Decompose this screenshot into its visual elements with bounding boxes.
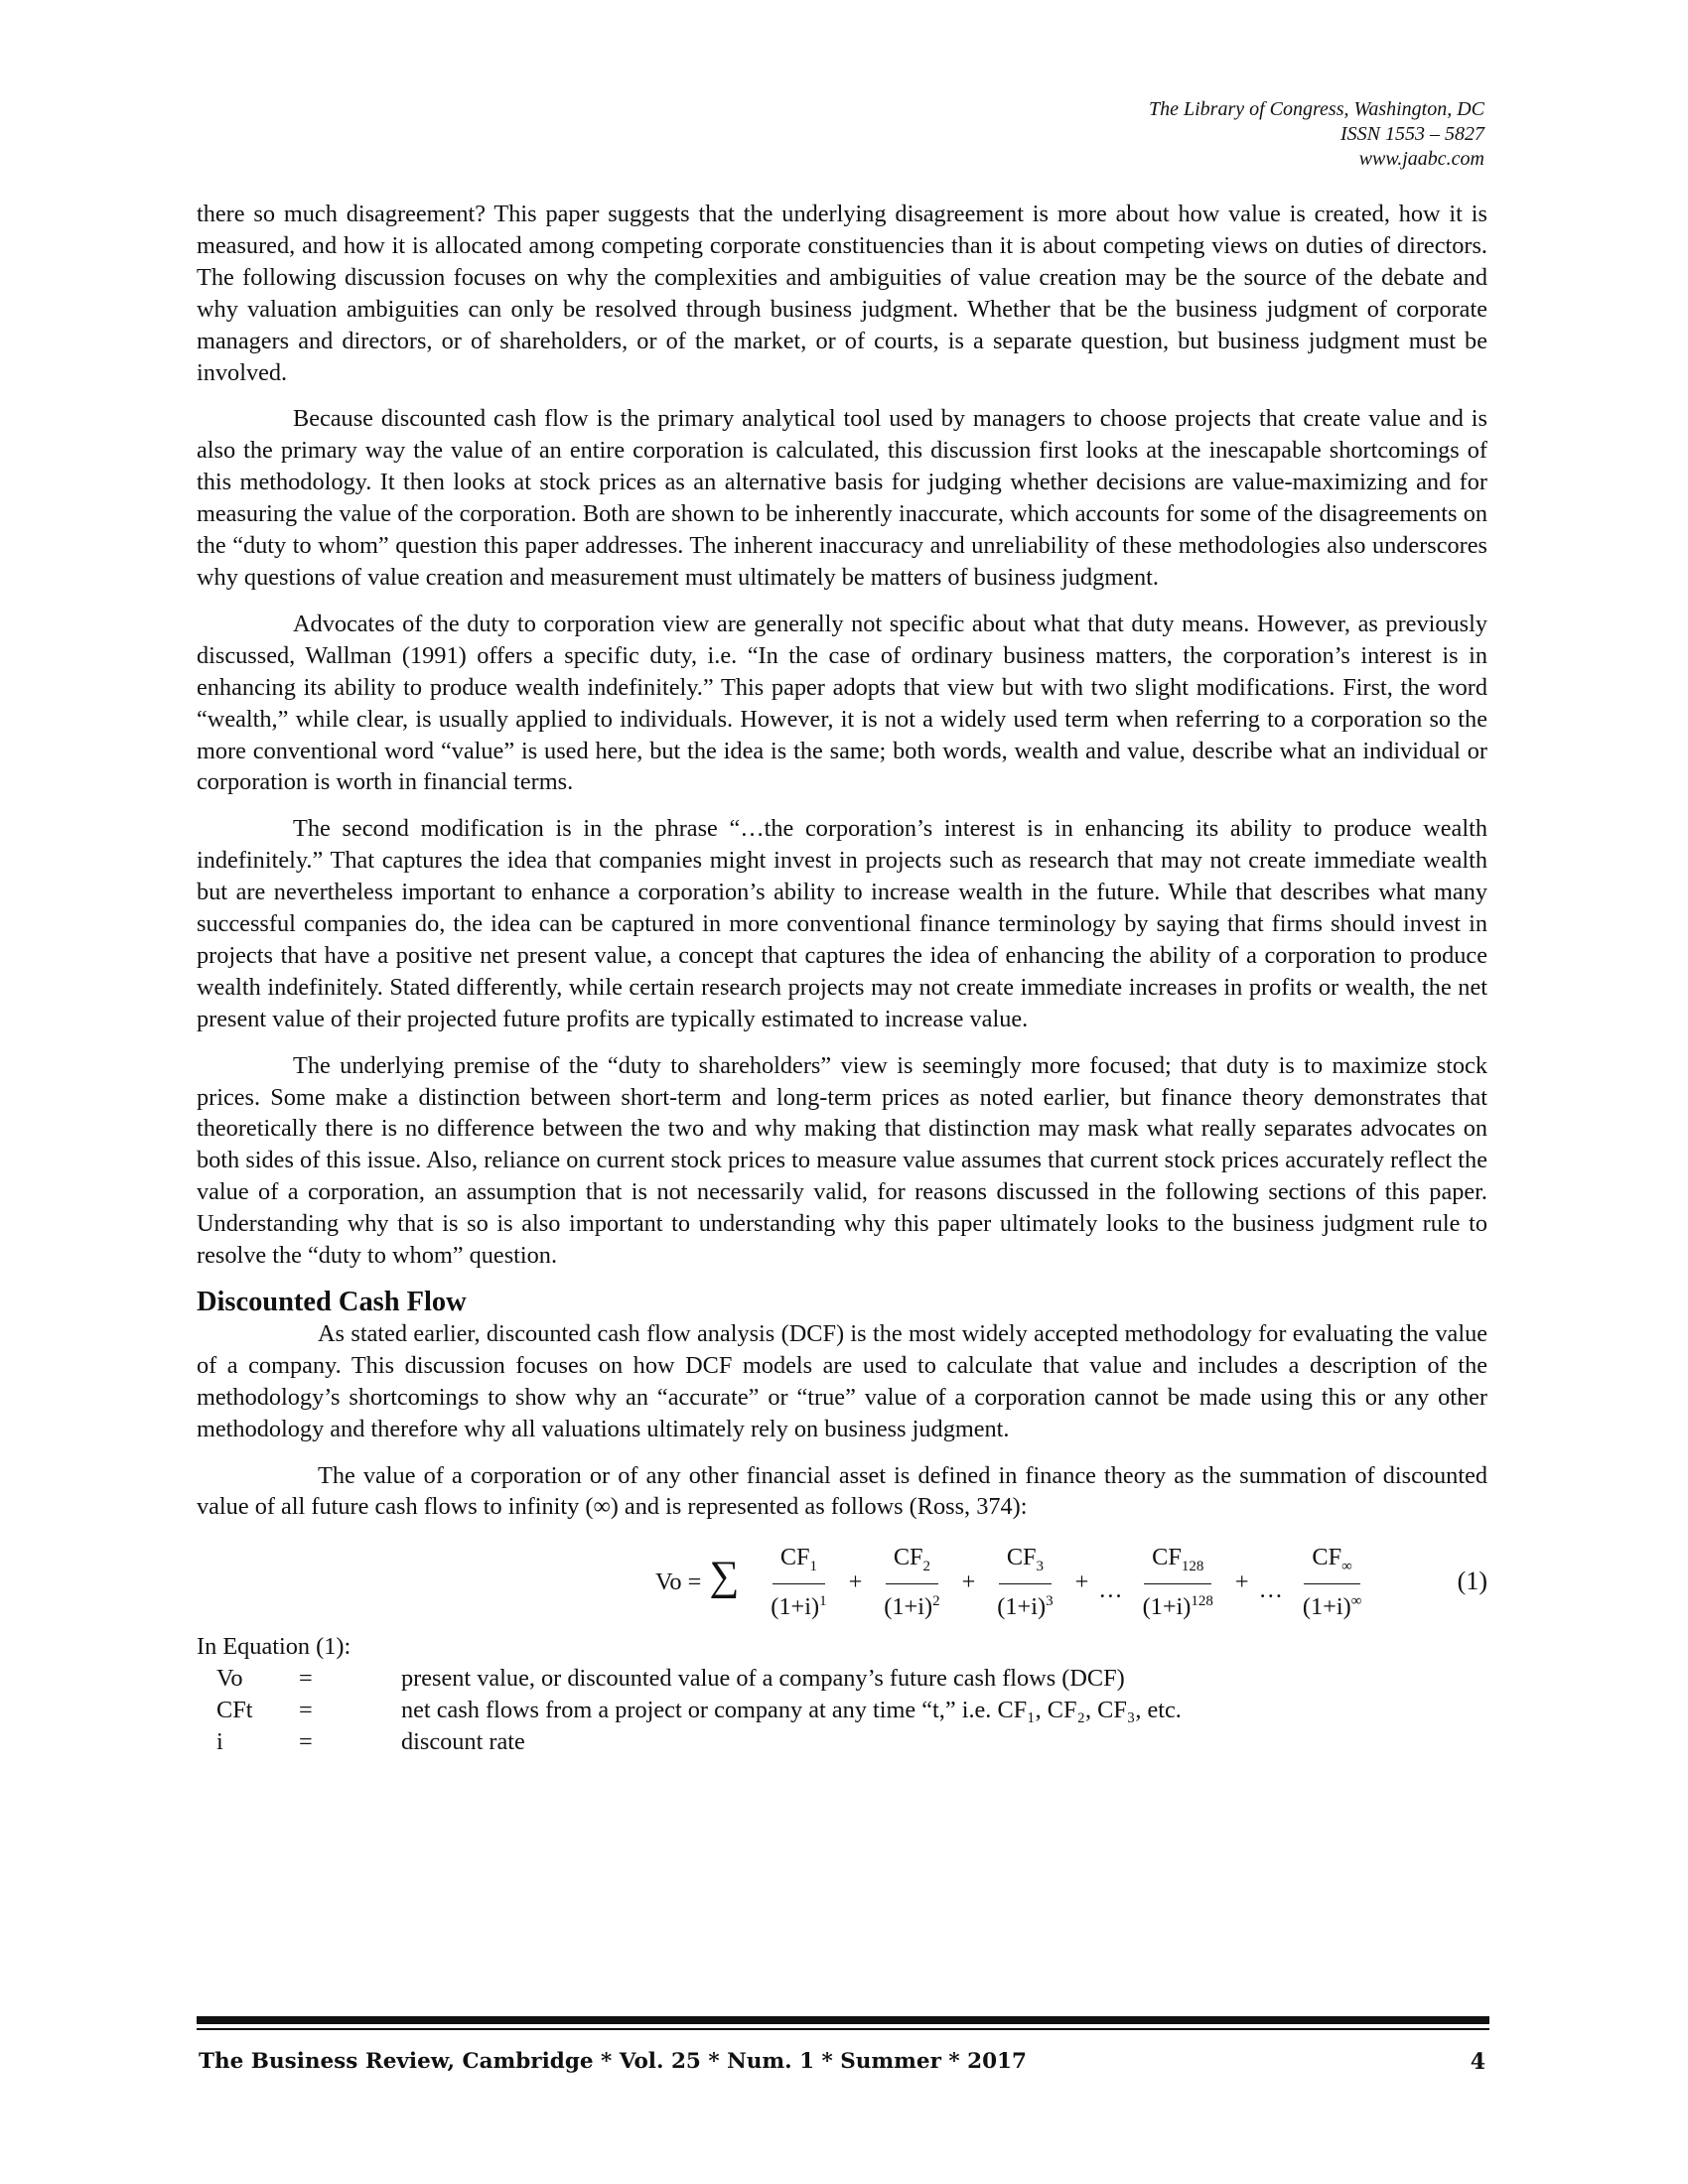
page-number: 4 [1470, 2049, 1485, 2075]
dcf-equation [655, 1544, 1377, 1621]
body-paragraph: The second modification is in the phrase “…the corporation’s interest is in enhancing its ability to produce wealth indefinitely.” That captures the idea that companies might invest in projects such as research that may not create immediate wealth but are nevertheless important to enhance a corporation’s ability to increase wealth in the future. While that describes what many successful companies do, the idea can be captured in more conventional finance terminology by saying that firms should invest in projects that have a positive net present value, a concept that captures the idea of enhancing the ability of a corporation to produce wealth indefinitely. Stated differently, while certain research projects may not create immediate increases in profits or wealth, the net present value of their projected future profits are typically estimated to increase value. [197, 815, 1487, 1032]
definition-text: net cash flows from a project or company at any time “t,” i.e. CF₁, CF₂, CF₃, etc. [401, 1697, 1182, 1724]
plus-sign: + [1074, 1569, 1089, 1596]
definition-equals: = [299, 1665, 313, 1693]
definitions-intro: In Equation (1): [197, 1633, 352, 1661]
header-website: www.jaabc.com [1358, 148, 1484, 170]
definition-row [197, 1695, 1487, 1726]
body-paragraph: Because discounted cash flow is the primary analytical tool used by managers to choose projects that create value and is also the primary way the value of an entire corporation is calculated, this discussion first looks at the inescapable shortcomings of this methodology. It then looks at stock prices as an alternative basis for judging whether decisions are value-maximizing and for measuring the value of the corporation. Both are shown to be inherently inaccurate, which accounts for some of the disagreements on the “duty to whom” question this paper addresses. The inherent inaccuracy and unreliability of these methodologies also underscores why questions of value creation and measurement must ultimately be matters of business judgment. [197, 405, 1487, 591]
equation-term: $\frac{CF_1}{(1+i)^1}$ [771, 1544, 827, 1621]
body-paragraph: The underlying premise of the “duty to shareholders” view is seemingly more focused; that duty is to maximize stock prices. Some make a distinction between short-term and long-term prices as noted earlier, but finance theory demonstrates that theoretically there is no difference between the two and why making that distinction may mask what really separates advocates on both sides of this issue. Also, reliance on current stock prices to measure value assumes that current stock prices accurately reflect the value of a corporation, an assumption that is not necessarily valid, for reasons discussed in the following sections of this paper. Understanding why that is so is also important to understanding why this paper ultimately looks to the business judgment rule to resolve the “duty to whom” question. [197, 1051, 1487, 1270]
header-library: The Library of Congress, Washington, DC [1148, 98, 1484, 120]
footer-rule [197, 2028, 1489, 2030]
equation-term: $\frac{CF_\infty}{(1+i)^\infty}$ [1302, 1544, 1362, 1621]
equation-lhs: Vo = [655, 1569, 702, 1596]
equation-number: (1) [1457, 1567, 1487, 1596]
plus-sign: + [848, 1569, 863, 1596]
body-paragraph: there so much disagreement? This paper suggests that the underlying disagreement is more about how value is created, how it is measured, and how it is allocated among competing corporate constituencies than it is about competing views on duties of directors. The following discussion focuses on why the complexities and ambiguities of value creation may be the source of the debate and why valuation ambiguities can only be resolved through business judgment. Whether that be the business judgment of corporate managers and directors, or of shareholders, or of the market, or of courts, is a separate question, but business judgment must be involved. [197, 201, 1487, 386]
equation-term: $\frac{CF_3}{(1+i)^3}$ [997, 1544, 1054, 1621]
definition-symbol: CFt [216, 1697, 253, 1724]
body-paragraph: Advocates of the duty to corporation view are generally not specific about what that duty means. However, as previously discussed, Wallman (1991) offers a specific duty, i.e. “In the case of ordinary business matters, the corporation’s interest is in enhancing its ability to produce wealth indefinitely.” This paper adopts that view but with two slight modifications. First, the word “wealth,” while clear, is usually applied to individuals. However, it is not a widely used term when referring to a corporation so the more conventional word “value” is used here, but the idea is the same; both words, wealth and value, describe what an individual or corporation is worth in financial terms. [197, 610, 1487, 796]
definition-equals: = [299, 1697, 313, 1724]
definition-equals: = [299, 1728, 313, 1756]
article-body [197, 199, 1487, 1758]
definition-symbol: i [216, 1728, 223, 1756]
ellipsis: … [1098, 1576, 1123, 1604]
definition-symbol: Vo [216, 1665, 243, 1693]
running-header [1149, 97, 1484, 172]
header-issn: ISSN 1553 – 5827 [1340, 123, 1484, 145]
section-paragraph: The value of a corporation or of any other financial asset is defined in finance theory as the summation of discounted value of all future cash flows to infinity (∞) and is represented as follows (Ross, 374): [197, 1461, 1487, 1521]
footer-rule [197, 2016, 1489, 2024]
plus-sign: + [961, 1569, 976, 1596]
definition-text: present value, or discounted value of a company’s future cash flows (DCF) [401, 1665, 1125, 1693]
equation-term: $\frac{CF_2}{(1+i)^2}$ [884, 1544, 940, 1621]
plus-sign: + [1234, 1569, 1249, 1596]
equation-block [197, 1538, 1487, 1625]
journal-footer: The Business Review, Cambridge * Vol. 25 * Num. 1 * Summer * 2017 [199, 2049, 1027, 2074]
definition-text: discount rate [401, 1728, 525, 1756]
ellipsis: … [1258, 1576, 1283, 1604]
section-heading: Discounted Cash Flow [197, 1287, 467, 1317]
definitions-list [197, 1663, 1487, 1758]
summation-symbol: ∑ [709, 1554, 740, 1600]
section-paragraph: As stated earlier, discounted cash flow analysis (DCF) is the most widely accepted methodology for evaluating the value of a company. This discussion focuses on how DCF models are used to calculate that value and includes a description of the methodology’s shortcomings to show why an “accurate” or “true” value of a corporation cannot be made using this or any other methodology and therefore why all valuations ultimately rely on business judgment. [197, 1319, 1487, 1442]
equation-term: $\frac{CF_{128}}{(1+i)^{128}}$ [1142, 1544, 1213, 1621]
definition-row [197, 1663, 1487, 1695]
definition-row [197, 1726, 1487, 1758]
